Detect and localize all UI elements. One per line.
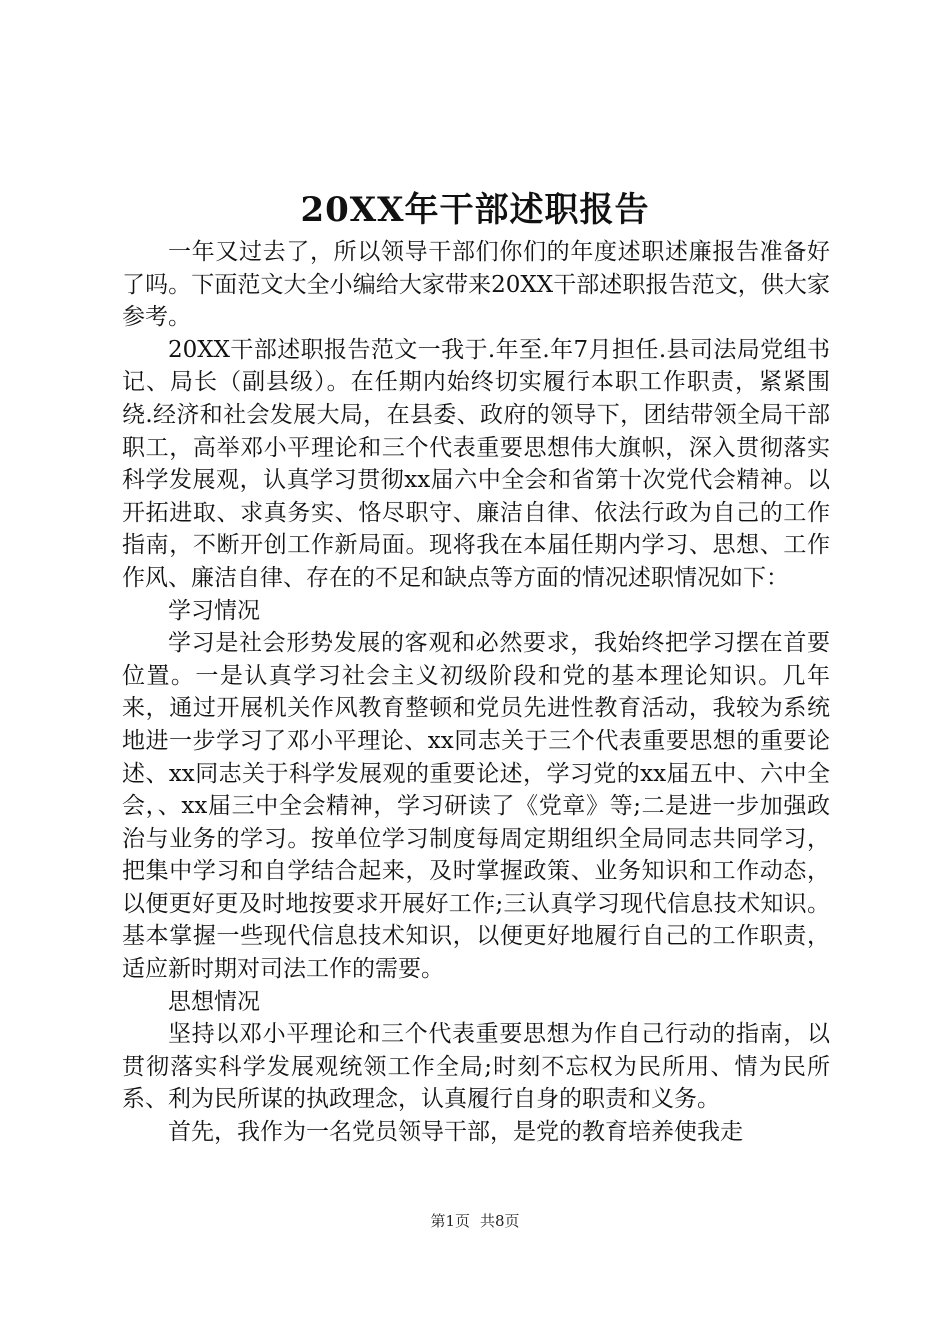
page-number: 第1页 (430, 1212, 470, 1230)
paragraph-first: 首先，我作为一名党员领导干部，是党的教育培养使我走 (168, 1119, 743, 1146)
section-heading-thought: 思想情况 (168, 988, 260, 1015)
paragraph-intro: 一年又过去了，所以领导干部们你们的年度述职述廉报告准备好了吗。下面范文大全小编给大家带来20XX干部述职报告范文，供大家参考。 (122, 239, 830, 331)
section-heading-study: 学习情况 (168, 597, 260, 624)
paragraph-study: 学习是社会形势发展的客观和必然要求，我始终把学习摆在首要位置。一是认真学习社会主义初级阶段和党的基本理论知识。几年来，通过开展机关作风教育整顿和党员先进性教育活动，我较为系统地进一步学习了邓小平理论、xx同志关于三个代表重要思想的重要论述、xx同志关于科学发展观的重要论述，学习党的xx届五中、六中全会，、xx届三中全会精神，学习研读了《党章》等;二是进一步加强政治与业务的学习。按单位学习制度每周定期组织全局同志共同学习，把集中学习和自学结合起来，及时掌握政策、业务知识和工作动态，以便更好更及时地按要求开展好工作;三认真学习现代信息技术知识。基本掌握一些现代信息技术知识，以便更好地履行自己的工作职责，适应新时期对司法工作的需要。 (122, 630, 830, 983)
document-body (122, 236, 830, 1149)
document-title: 20XX年干部述职报告 (300, 190, 650, 230)
paragraph-overview: 20XX干部述职报告范文一我于.年至.年7月担任.县司法局党组书记、局长（副县级）。在任期内始终切实履行本职工作职责，紧紧围绕.经济和社会发展大局，在县委、政府的领导下，团结带领全局干部职工，高举邓小平理论和三个代表重要思想伟大旗帜，深入贯彻落实科学发展观，认真学习贯彻xx届六中全会和省第十次党代会精神。以开拓进取、求真务实、恪尽职守、廉洁自律、依法行政为自己的工作指南，不断开创工作新局面。现将我在本届任期内学习、思想、工作作风、廉洁自律、存在的不足和缺点等方面的情况述职情况如下： (122, 336, 830, 591)
page-footer (0, 1210, 950, 1232)
page-total: 共8页 (480, 1212, 520, 1230)
paragraph-thought: 坚持以邓小平理论和三个代表重要思想为作自己行动的指南，以贯彻落实科学发展观统领工作全局;时刻不忘权为民所用、情为民所系、利为民所谋的执政理念，认真履行自身的职责和义务。 (122, 1021, 830, 1113)
